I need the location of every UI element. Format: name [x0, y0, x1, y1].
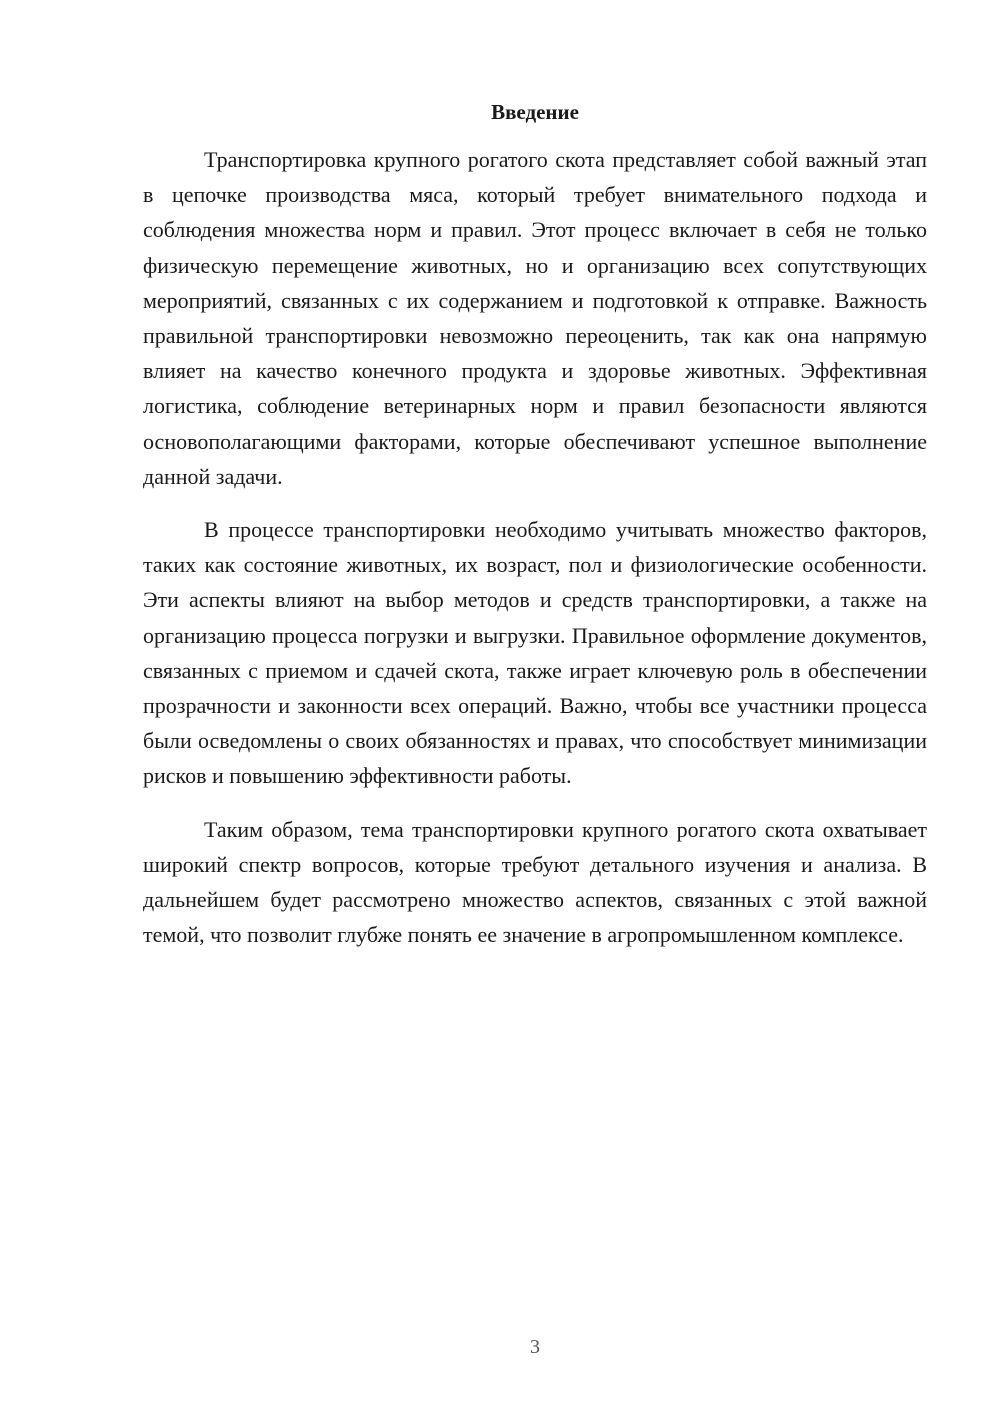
body-text — [143, 142, 927, 952]
paragraph-3: Таким образом, тема транспортировки крупного рогатого скота охватывает широкий спектр вопросов, которые требуют детального изучения и анализа. В дальнейшем будет рассмотрено множество аспектов, связанных с этой важной темой, что позволит глубже понять ее значение в агропромышленном комплексе. — [143, 816, 927, 948]
page-number: 3 — [530, 1336, 540, 1358]
paragraph-1: Транспортировка крупного рогатого скота представляет собой важный этап в цепочке производства мяса, который требует внимательного подхода и соблюдения множества норм и правил. Этот процесс включает в себя не только физическую перемещение животных, но и организацию всех сопутствующих мероприятий, связанных с их содержанием и подготовкой к отправке. Важность правильной транспортировки невозможно переоценить, так как она напрямую влияет на качество конечного продукта и здоровье животных. Эффективная логистика, соблюдение ветеринарных норм и правил безопасности являются основополагающими факторами, которые обеспечивают успешное выполнение данной задачи. — [143, 147, 927, 489]
section-heading: Введение — [491, 100, 579, 124]
paragraph-2: В процессе транспортировки необходимо учитывать множество факторов, таких как состояние животных, их возраст, пол и физиологические особенности. Эти аспекты влияют на выбор методов и средств транспортировки, а также на организацию процесса погрузки и выгрузки. Правильное оформление документов, связанных с приемом и сдачей скота, также играет ключевую роль в обеспечении прозрачности и законности всех операций. Важно, чтобы все участники процесса были осведомлены о своих обязанностях и правах, что способствует минимизации рисков и повышению эффективности работы. — [143, 517, 927, 789]
